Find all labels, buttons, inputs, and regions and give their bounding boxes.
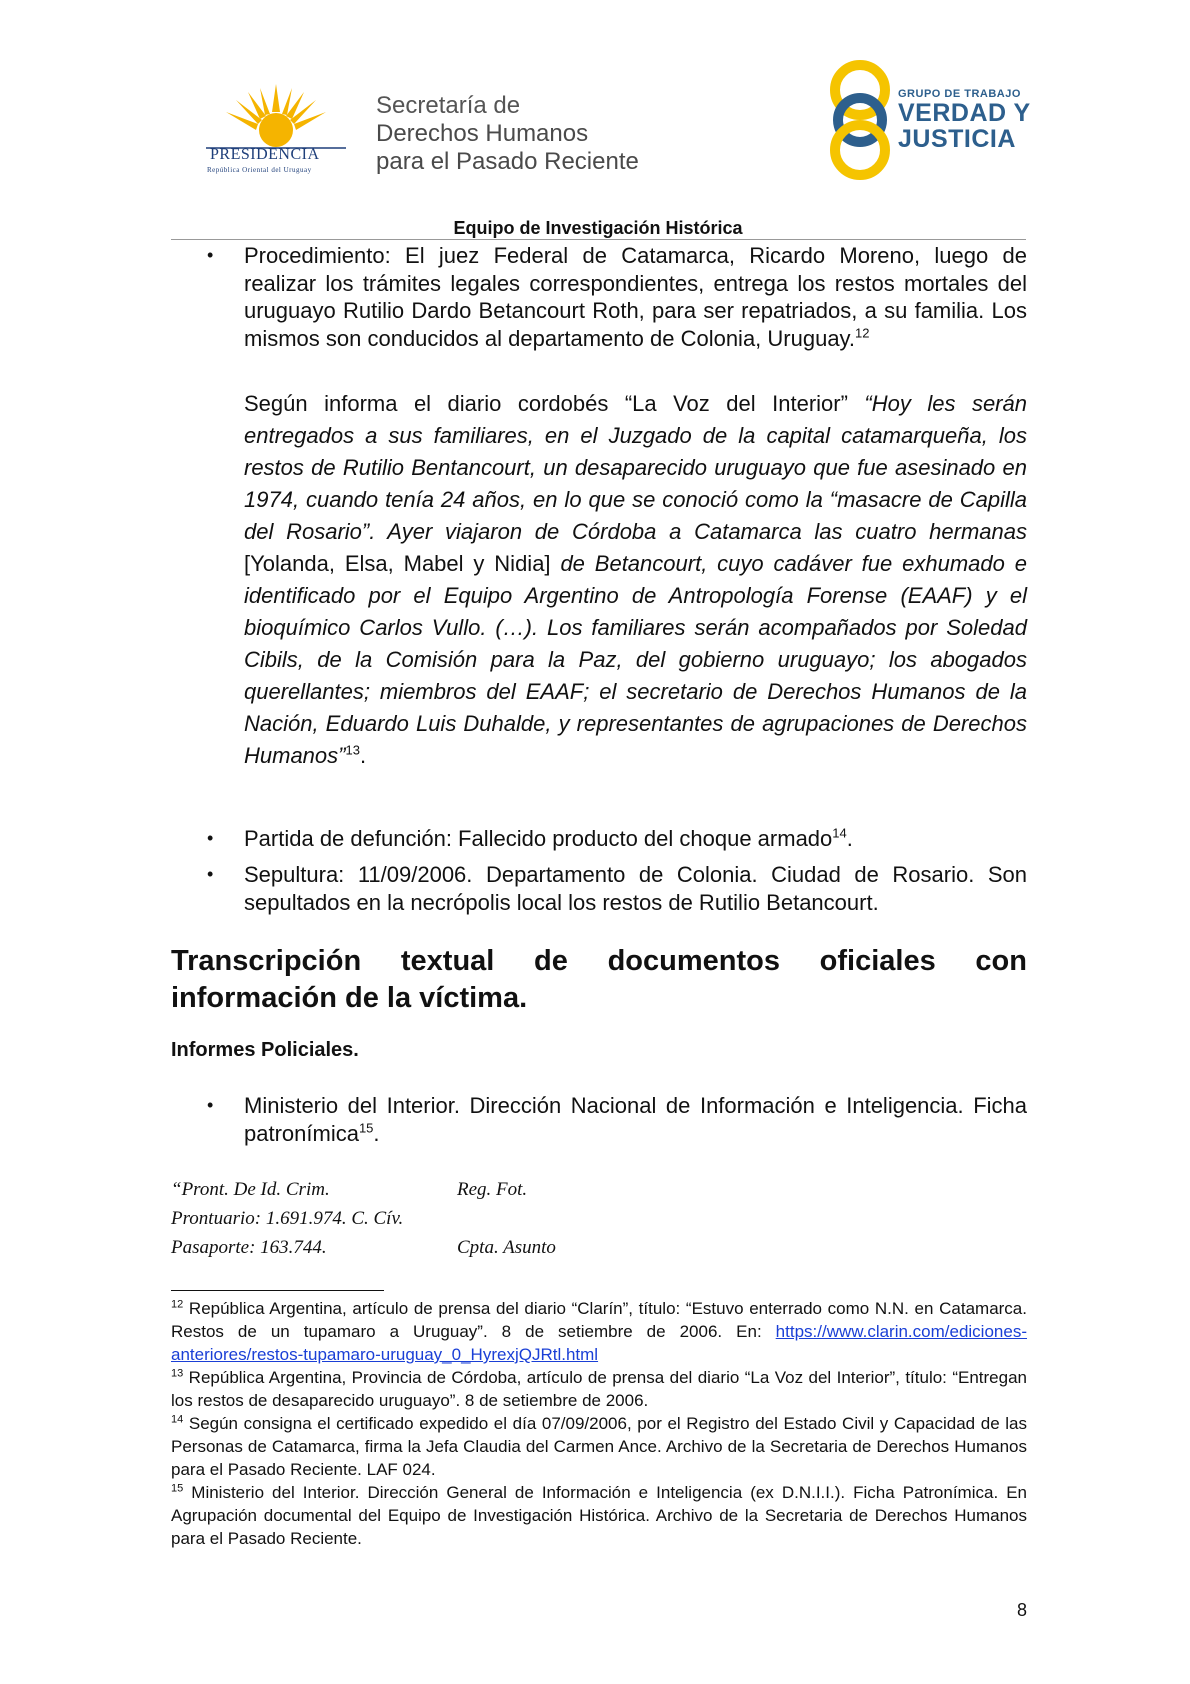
footnote-divider xyxy=(171,1290,384,1291)
partida-text: Partida de defunción: Fallecido producto del choque armado$^{14}$. xyxy=(244,825,853,851)
bullet-dot: • xyxy=(207,1095,214,1115)
secretaria-logo-text xyxy=(376,92,639,176)
grupo-line-2: VERDAD Y xyxy=(898,99,1031,127)
ficha-prontuario: Prontuario: 1.691.974. C. Cív. xyxy=(171,1208,404,1229)
footnote-ref-13: 13 xyxy=(345,742,360,758)
header-divider xyxy=(171,239,1026,240)
bullet-dot: • xyxy=(207,245,214,265)
ficha-row xyxy=(171,1175,528,1204)
footnote-15: $^{15}$ Ministerio del Interior. Dirección General de Información e Inteligencia (ex D.N.I.I.). Ficha Patronímica. En Agrupación documental del Equipo de Investigación Histórica. Archivo de la Secretaria de Derechos Humanos para el Pasado Reciente. xyxy=(171,1482,1027,1548)
presidencia-subtitle: República Oriental del Uruguay xyxy=(207,166,312,174)
footnote-14: $^{14}$ Según consigna el certificado expedido el día 07/09/2006, por el Registro del Estado Civil y Capacidad de las Personas de Catamarca, firma la Jefa Claudia del Carmen Ance. Archivo de la Secretaria de Derechos Humanos para el Pasado Reciente. LAF 024. xyxy=(171,1413,1027,1479)
bullet-dot: • xyxy=(207,864,214,884)
ministerio-text: Ministerio del Interior. Dirección Nacional de Información e Inteligencia. Ficha patronímica$^{15}$. xyxy=(244,1093,1027,1146)
secretaria-line-3: para el Pasado Reciente xyxy=(376,148,639,175)
secretaria-line-1: Secretaría de xyxy=(376,92,521,119)
quote-intro: Según informa el diario cordobés “La Voz del Interior” xyxy=(244,391,865,416)
ficha-row xyxy=(171,1233,556,1262)
footnote-ref-15: 15 xyxy=(358,1120,374,1136)
la-voz-quote: Según informa el diario cordobés “La Voz del Interior” “Hoy les serán entregados a sus familiares, en el Juzgado de la capital catamarqueña, los restos de Rutilio Bentancourt, un desaparecido uruguayo que fue asesinado en 1974, cuando tenía 24 años, en lo que se conoció como la “masacre de Capilla del Rosario”. Ayer viajaron de Córdoba a Catamarca las cuatro hermanas [Yolanda, Elsa, Mabel y Nidia] de Betancourt, cuyo cadáver fue exhumado e identificado por el Equipo Argentino de Antropología Forense (EAAF) y el bioquímico Carlos Vullo. (…). Los familiares serán acompañados por Soledad Cibils, de la Comisión para la Paz, del gobierno uruguayo; los abogados querellantes; miembros del EAAF; el secretario de Derechos Humanos de la Nación, Eduardo Luis Duhalde, y representantes de agrupaciones de Derechos Humanos”$^{13}$. xyxy=(244,391,1028,768)
bullet-procedimiento xyxy=(207,242,1027,352)
page-number: 8 xyxy=(1017,1600,1028,1620)
footnote-ref-12: 12 xyxy=(855,325,870,341)
bullet-ministerio xyxy=(207,1092,1027,1147)
grupo-line-1: GRUPO DE TRABAJO xyxy=(898,88,1021,100)
ficha-pasaporte: Pasaporte: 163.744. xyxy=(171,1237,327,1258)
ficha-pront-label: “Pront. De Id. Crim. xyxy=(171,1179,330,1200)
section-heading: Transcripción textual de documentos oficiales con información de la víctima. xyxy=(171,945,1027,1014)
ficha-reg-fot: Reg. Fot. xyxy=(457,1179,528,1200)
bullet-dot: • xyxy=(207,828,214,848)
quote-bracket: [Yolanda, Elsa, Mabel y Nidia] xyxy=(244,551,561,576)
quote-italic-2: de Betancourt, cuyo cadáver fue exhumado e identificado por el Equipo Argentino de Antropología Forense (EAAF) y el bioquímico Carlos Vullo. (…). Los familiares serán acompañados por Soledad Cibils, de la Comisión para la Paz, del gobierno uruguayo; los abogados querellantes; miembros del EAAF; el secretario de Derechos Humanos de la Nación, Eduardo Luis Duhalde, y representantes de agrupaciones de Derechos Humanos” xyxy=(244,551,1028,768)
footnote-ref-14: 14 xyxy=(832,825,847,841)
ficha-transcription xyxy=(171,1175,556,1262)
procedimiento-text: Procedimiento: El juez Federal de Catamarca, Ricardo Moreno, luego de realizar los trámites legales correspondientes, entrega los restos mortales del uruguayo Rutilio Dardo Betancourt Roth, para ser repatriados, a su familia. Los mismos son conducidos al departamento de Colonia, Uruguay.$^{12}$ xyxy=(244,243,1027,351)
ficha-row xyxy=(171,1204,403,1233)
informes-subheading: Informes Policiales. xyxy=(171,1039,359,1061)
bullet-partida xyxy=(207,825,1027,853)
footnote-13: $^{13}$ República Argentina, Provincia de Córdoba, artículo de prensa del diario “La Voz del Interior”, título: “Entregan los restos de desaparecido uruguayo”. 8 de setiembre de 2006. xyxy=(171,1367,1027,1410)
presidencia-name: PRESIDENCIA xyxy=(210,146,320,163)
grupo-line-3: JUSTICIA xyxy=(898,125,1016,153)
clarin-link[interactable]: https://www.clarin.com/ediciones-anteriores/restos-tupamaro-uruguay_0_HyrexjQJRtl.html xyxy=(171,1322,1027,1364)
secretaria-line-2: Derechos Humanos xyxy=(376,120,589,147)
bullet-sepultura xyxy=(207,861,1027,916)
footnotes xyxy=(171,1297,1027,1550)
sepultura-text: Sepultura: 11/09/2006. Departamento de Colonia. Ciudad de Rosario. Son sepultados en la necrópolis local los restos de Rutilio Betancourt. xyxy=(244,862,1027,915)
verdad-justicia-text xyxy=(898,88,1031,152)
ficha-cpta-asunto: Cpta. Asunto xyxy=(457,1237,556,1258)
team-title: Equipo de Investigación Histórica xyxy=(453,218,743,238)
footnote-12: $^{12}$ República Argentina, artículo de prensa del diario “Clarín”, título: “Estuvo enterrado como N.N. en Catamarca. Restos de un tupamaro a Uruguay”. 8 de setiembre de 2006. En: https://www.clarin.com/ediciones-anteriores/restos-tupamaro-uruguay_0_HyrexjQJRtl.html xyxy=(171,1298,1027,1364)
quote-italic-1: “Hoy les serán entregados a sus familiares, en el Juzgado de la capital catamarqueña, los restos de Rutilio Bentancourt, un desaparecido uruguayo que fue asesinado en 1974, cuando tenía 24 años, en lo que se conoció como la “masacre de Capilla del Rosario”. Ayer viajaron de Córdoba a Catamarca las cuatro hermanas xyxy=(244,391,1027,544)
